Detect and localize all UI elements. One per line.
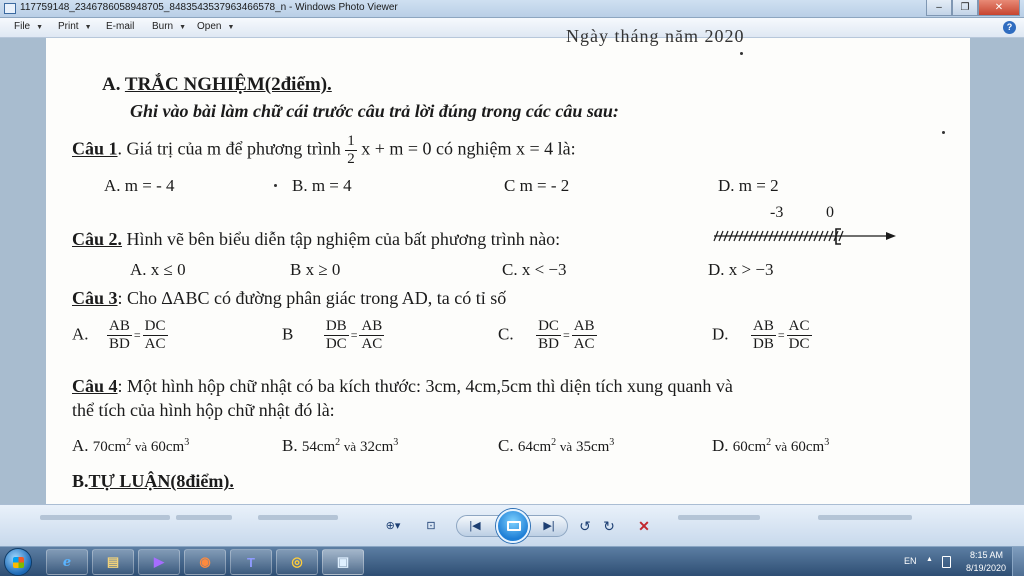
fraction-denominator: BD — [109, 336, 130, 352]
value-text: 32cm — [359, 439, 394, 455]
fraction-denominator: DC — [325, 336, 347, 352]
menu-print-label: Print — [58, 21, 79, 32]
q4-option-c-letter: C. — [498, 436, 514, 455]
close-button[interactable]: ✕ — [978, 0, 1020, 16]
superscript: 2 — [551, 437, 557, 448]
menu-burn[interactable] — [152, 21, 186, 32]
question-4-text: : Một hình hộp chữ nhật có ba kích thước: 3cm, 4cm,5cm thì diện tích xung quanh và — [117, 376, 733, 396]
speck — [740, 52, 743, 55]
superscript: 2 — [766, 437, 772, 448]
ratio-fraction — [751, 318, 776, 353]
zoom-button[interactable]: ⊕▾ — [385, 520, 401, 532]
area-value — [93, 439, 189, 455]
tray-expand-icon[interactable]: ▲ — [926, 556, 933, 563]
q2-option-d: D. x > −3 — [708, 260, 774, 279]
q2-option-c: C. x < −3 — [502, 260, 567, 279]
q3-option-b-letter: B — [282, 324, 294, 344]
fraction-numerator: DC — [144, 318, 166, 334]
teams-icon[interactable]: T — [230, 549, 272, 575]
question-4-line-2: thể tích của hình hộp chữ nhật đó là: — [72, 400, 335, 420]
ratio-fraction — [324, 318, 349, 353]
chrome-icon[interactable]: ◎ — [276, 549, 318, 575]
q3-option-a-letter: A. — [72, 324, 89, 344]
q3-option-c-letter: C. — [498, 324, 514, 344]
chevron-down-icon: ▼ — [84, 24, 92, 31]
photo-viewer-task-icon[interactable]: ▣ — [322, 549, 364, 575]
q3-option-d — [712, 318, 812, 353]
q2-option-b: B x ≥ 0 — [290, 260, 341, 279]
fraction-one-half — [345, 133, 357, 168]
maximize-button[interactable]: ❐ — [952, 0, 978, 16]
fraction-numerator: AB — [361, 318, 383, 334]
question-2-text: Hình vẽ bên biểu diễn tập nghiệm của bất phương trình nào: — [126, 229, 561, 249]
q4-option-c — [498, 436, 614, 456]
question-1-text-after: x + m = 0 có nghiệm x = 4 là: — [361, 138, 576, 159]
speck — [942, 131, 945, 134]
question-2 — [72, 229, 560, 250]
clock-time[interactable]: 8:15 AM — [970, 550, 1004, 560]
superscript: 3 — [609, 437, 615, 448]
fraction-denominator: DC — [788, 336, 810, 352]
q4-option-d — [712, 436, 829, 456]
menu-email-label: E-mail — [106, 21, 135, 32]
number-line-diagram — [710, 224, 900, 246]
arrow-head-icon — [886, 232, 896, 240]
q1-option-d: D. m = 2 — [718, 176, 779, 195]
ratio-fraction — [107, 318, 132, 353]
q1-option-c: C m = - 2 — [504, 176, 570, 195]
question-4-line-1 — [72, 376, 733, 397]
fraction-denominator: AC — [573, 336, 595, 352]
chevron-down-icon: ▼ — [179, 24, 187, 31]
menu-burn-label: Burn — [152, 21, 174, 32]
rotate-counterclockwise-button[interactable]: ↺ — [579, 518, 591, 534]
and-word: và — [134, 439, 148, 454]
equals-sign: = — [133, 328, 141, 342]
viewer-toolbar — [0, 504, 1024, 546]
value-text: 54cm — [301, 439, 336, 455]
taskbar — [0, 546, 1024, 576]
value-text: 35cm — [575, 439, 610, 455]
q1-option-a: A. m = - 4 — [104, 176, 175, 195]
blurred-toolbar-text — [258, 515, 338, 520]
blurred-toolbar-text — [678, 515, 760, 520]
fraction-denominator: AC — [144, 336, 166, 352]
window-controls — [926, 0, 1020, 17]
blurred-toolbar-text — [818, 515, 912, 520]
fraction-numerator: DB — [325, 318, 347, 334]
cut-off-header-text: Ngày tháng năm 2020 — [566, 26, 745, 46]
superscript: 2 — [126, 437, 132, 448]
file-explorer-icon[interactable]: ▤ — [92, 549, 134, 575]
superscript: 3 — [824, 437, 830, 448]
speck — [274, 184, 277, 187]
windows-logo-icon — [13, 557, 24, 568]
ratio-fraction — [143, 318, 168, 353]
ratio-fraction — [359, 318, 384, 353]
menu-print[interactable] — [58, 21, 92, 32]
previous-button[interactable]: |◀ — [469, 520, 481, 532]
q4-option-b — [282, 436, 398, 456]
visual-studio-icon[interactable]: ▶ — [138, 549, 180, 575]
section-a-prefix: A. — [102, 74, 121, 95]
section-b-prefix: B. — [72, 471, 89, 491]
value-text: 70cm — [92, 439, 127, 455]
next-button[interactable]: ▶| — [543, 520, 555, 532]
help-icon[interactable]: ? — [1003, 21, 1016, 34]
menu-open[interactable] — [197, 21, 234, 32]
menu-email[interactable] — [106, 21, 134, 32]
value-text: 64cm — [517, 439, 552, 455]
language-indicator[interactable]: EN — [904, 556, 917, 566]
rotate-clockwise-button[interactable]: ↻ — [603, 518, 615, 534]
fraction-denominator: AC — [361, 336, 383, 352]
flag-icon[interactable] — [942, 556, 951, 568]
equals-sign: = — [777, 328, 785, 342]
clock-date[interactable]: 8/19/2020 — [966, 563, 1007, 573]
section-a-heading — [102, 74, 332, 96]
fraction-denominator: BD — [538, 336, 559, 352]
question-3-label: Câu 3 — [72, 288, 118, 308]
q3-option-a — [72, 318, 168, 353]
fraction-numerator: DC — [538, 318, 559, 334]
chevron-down-icon: ▼ — [227, 24, 235, 31]
internet-explorer-icon[interactable]: e — [46, 549, 88, 575]
menu-file-label: File — [14, 21, 31, 32]
question-1-text-before: . Giá trị của m để phương trình — [117, 138, 341, 159]
menu-open-label: Open — [197, 21, 222, 32]
superscript: 2 — [335, 437, 341, 448]
section-b-title: TỰ LUẬN(8điểm). — [88, 471, 234, 491]
and-word: và — [774, 439, 788, 454]
blurred-toolbar-text — [176, 515, 232, 520]
q2-option-a: A. x ≤ 0 — [130, 260, 186, 279]
q3-option-c — [498, 318, 597, 353]
fraction-numerator: AB — [109, 318, 130, 334]
question-3 — [72, 288, 506, 309]
q4-option-d-letter: D. — [712, 436, 729, 455]
number-line-tick-left: -3 — [770, 204, 784, 221]
delete-button[interactable]: ✕ — [638, 518, 650, 534]
value-text: 60cm — [150, 439, 185, 455]
fraction-numerator: AC — [788, 318, 810, 334]
slideshow-icon — [507, 521, 521, 531]
area-value — [733, 439, 829, 455]
menu-file[interactable] — [14, 21, 43, 32]
ratio-fraction — [536, 318, 561, 353]
fraction-denominator: 2 — [347, 151, 355, 167]
start-button[interactable] — [4, 548, 32, 576]
menu-bar — [0, 18, 1024, 38]
q4-option-b-letter: B. — [282, 436, 298, 455]
slideshow-button[interactable] — [496, 509, 530, 543]
minimize-button[interactable]: – — [926, 0, 952, 16]
fraction-denominator: DB — [753, 336, 774, 352]
question-4-label: Câu 4 — [72, 376, 118, 396]
number-line-tick-right: 0 — [826, 204, 834, 221]
window-title: 117759148_2346786058948705_8483543537963466578_n - Windows Photo Viewer — [20, 2, 398, 13]
and-word: và — [559, 439, 573, 454]
actual-size-button[interactable]: ⊡ — [426, 520, 436, 532]
q1-option-b: B. m = 4 — [292, 176, 352, 195]
superscript: 3 — [393, 437, 399, 448]
question-3-text: : Cho ∆ABC có đường phân giác trong AD, ta có tỉ số — [117, 288, 507, 308]
show-desktop-button[interactable] — [1012, 547, 1024, 576]
q4-option-a-letter: A. — [72, 436, 89, 455]
superscript: 3 — [184, 437, 190, 448]
section-b-heading — [72, 471, 234, 492]
fraction-numerator: 1 — [347, 133, 355, 149]
ratio-fraction — [572, 318, 597, 353]
equals-sign: = — [350, 328, 358, 342]
area-value — [518, 439, 614, 455]
photo-viewer-icon — [4, 3, 16, 14]
media-app-icon[interactable]: ◉ — [184, 549, 226, 575]
blurred-toolbar-text — [40, 515, 170, 520]
q4-option-a — [72, 436, 189, 456]
ratio-fraction — [787, 318, 812, 353]
value-text: 60cm — [732, 439, 767, 455]
and-word: và — [343, 439, 357, 454]
value-text: 60cm — [790, 439, 825, 455]
area-value — [302, 439, 398, 455]
fraction-numerator: AB — [573, 318, 595, 334]
q3-option-d-letter: D. — [712, 324, 729, 344]
chevron-down-icon: ▼ — [36, 24, 44, 31]
question-1 — [72, 133, 576, 168]
title-bar — [0, 0, 1024, 18]
section-a-title: TRẮC NGHIỆM(2điểm). — [124, 74, 332, 95]
fraction-numerator: AB — [753, 318, 774, 334]
question-2-label: Câu 2. — [72, 229, 123, 249]
q3-option-b — [282, 318, 384, 353]
equals-sign: = — [562, 328, 570, 342]
instruction-text: Ghi vào bài làm chữ cái trước câu trả lời đúng trong các câu sau: — [130, 101, 619, 121]
question-1-label: Câu 1 — [72, 138, 118, 159]
